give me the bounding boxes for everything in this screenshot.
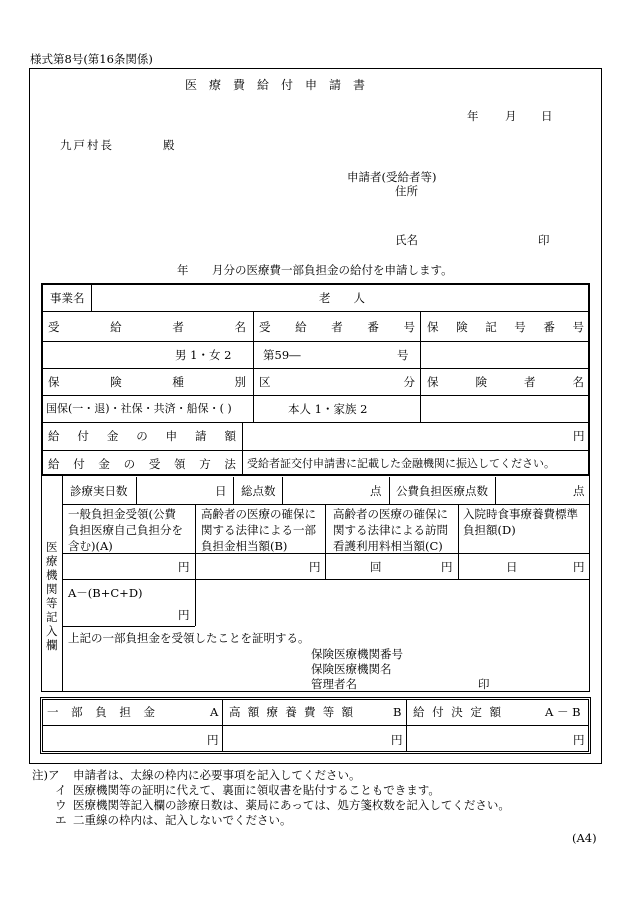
total-points-unit: 点 bbox=[370, 484, 382, 498]
category-header: 区 分 bbox=[259, 375, 415, 389]
note-b-text: 医療機関等の証明に代えて、裏面に領収書を貼付することもできます。 bbox=[73, 783, 440, 797]
public-points-unit: 点 bbox=[573, 484, 585, 498]
applicant-address-label: 住所 bbox=[395, 184, 418, 198]
col-c-times-unit: 回 bbox=[370, 560, 382, 574]
date-month: 月 bbox=[505, 109, 517, 123]
insurer-name-header: 保 険 者 名 bbox=[427, 375, 584, 389]
addressee-honorific: 殿 bbox=[163, 138, 175, 152]
formula-unit: 円 bbox=[178, 608, 190, 622]
insurance-type-header: 保 険 種 別 bbox=[48, 375, 246, 389]
statement-text: 月分の医療費一部負担金の給付を申請します。 bbox=[212, 263, 453, 277]
manager-seal: 印 bbox=[478, 677, 490, 691]
col-d-header: 入院時食事療養費標準 負担額(D) bbox=[463, 507, 578, 537]
claim-amount-unit: 円 bbox=[573, 429, 585, 443]
gender-field: 男 1・女 2 bbox=[175, 348, 232, 362]
page-title: 医 療 費 給 付 申 請 書 bbox=[185, 78, 366, 92]
form-number: 様式第8号(第16条関係) bbox=[30, 52, 153, 66]
date-year: 年 bbox=[467, 109, 479, 123]
formula-label: A－(B+C+D) bbox=[68, 586, 143, 600]
partial-payment-key: A bbox=[210, 705, 219, 719]
recipient-number-prefix: 第59― bbox=[263, 348, 301, 362]
note-a-text: 申請者は、太線の枠内に必要事項を記入してください。 bbox=[73, 768, 361, 782]
manager-name-label: 管理者名 bbox=[311, 677, 357, 691]
recipient-number-header: 受 給 者 番 号 bbox=[259, 320, 415, 334]
note-a-mark: 注)ア bbox=[32, 768, 60, 782]
partial-payment-unit: 円 bbox=[207, 733, 219, 747]
high-cost-unit: 円 bbox=[391, 733, 403, 747]
note-d-text: 二重線の枠内は、記入しないでください。 bbox=[73, 813, 292, 827]
col-c-unit: 円 bbox=[441, 560, 453, 574]
claim-amount-header: 給 付 金 の 申 請 額 bbox=[48, 429, 236, 443]
note-c-mark: ウ bbox=[55, 798, 67, 812]
business-name-value: 老 人 bbox=[319, 291, 365, 305]
insurance-number-header: 保 険 記 号 番 号 bbox=[427, 320, 584, 334]
receipt-method-header: 給 付 金 の 受 領 方 法 bbox=[48, 457, 236, 471]
business-name-label: 事業名 bbox=[50, 291, 85, 305]
paper-size: (A4) bbox=[572, 831, 597, 845]
statement-year: 年 bbox=[177, 263, 189, 277]
high-cost-header: 高 額 療 養 費 等 額 bbox=[229, 705, 353, 719]
col-c-header: 高齢者の医療の確保に 関する法律による訪問 看護利用料相当額(C) bbox=[333, 507, 448, 553]
treatment-days-label: 診療実日数 bbox=[70, 484, 128, 498]
date-day: 日 bbox=[541, 109, 553, 123]
family-field: 本人 1・家族 2 bbox=[288, 402, 368, 416]
applicant-seal: 印 bbox=[538, 233, 550, 247]
col-b-unit: 円 bbox=[309, 560, 321, 574]
recipient-name-header: 受 給 者 名 bbox=[48, 320, 246, 334]
total-points-label: 総点数 bbox=[241, 484, 276, 498]
col-b-header: 高齢者の医療の確保に 関する法律による一部 負担金相当額(B) bbox=[201, 507, 316, 553]
institution-number-label: 保険医療機関番号 bbox=[311, 647, 403, 661]
high-cost-key: B bbox=[393, 705, 402, 719]
certify-statement: 上記の一部負担金を受領したことを証明する。 bbox=[68, 631, 310, 645]
col-d-days-unit: 日 bbox=[506, 560, 518, 574]
note-c-text: 医療機関等記入欄の診療日数は、薬局にあっては、処方箋枚数を記入してください。 bbox=[73, 798, 510, 812]
medical-section-label: 医療機関等記入欄 bbox=[46, 540, 58, 652]
col-a-header: 一般負担金受領(公費 負担医療自己負担分を 含む)(A) bbox=[68, 507, 183, 553]
applicant-name-label: 氏名 bbox=[395, 233, 418, 247]
col-a-unit: 円 bbox=[178, 560, 190, 574]
decision-amount-unit: 円 bbox=[573, 733, 585, 747]
institution-name-label: 保険医療機関名 bbox=[311, 662, 392, 676]
insurance-types: 国保(一・退)・社保・共済・船保・( ) bbox=[46, 402, 232, 415]
decision-amount-header: 給 付 決 定 額 bbox=[413, 705, 501, 719]
receipt-method-value: 受給者証交付申請書に記載した金融機関に振込してください。 bbox=[247, 457, 555, 470]
decision-amount-key: A － B bbox=[545, 705, 581, 719]
recipient-number-suffix: 号 bbox=[397, 348, 409, 362]
addressee-name: 九戸村長 bbox=[60, 138, 114, 152]
note-d-mark: エ bbox=[55, 813, 67, 827]
applicant-label: 申請者(受給者等) bbox=[347, 170, 437, 184]
col-d-unit: 円 bbox=[573, 560, 585, 574]
note-b-mark: イ bbox=[55, 783, 67, 797]
partial-payment-header: 一 部 負 担 金 bbox=[47, 705, 155, 719]
public-points-label: 公費負担医療点数 bbox=[396, 484, 488, 498]
treatment-days-unit: 日 bbox=[215, 484, 227, 498]
